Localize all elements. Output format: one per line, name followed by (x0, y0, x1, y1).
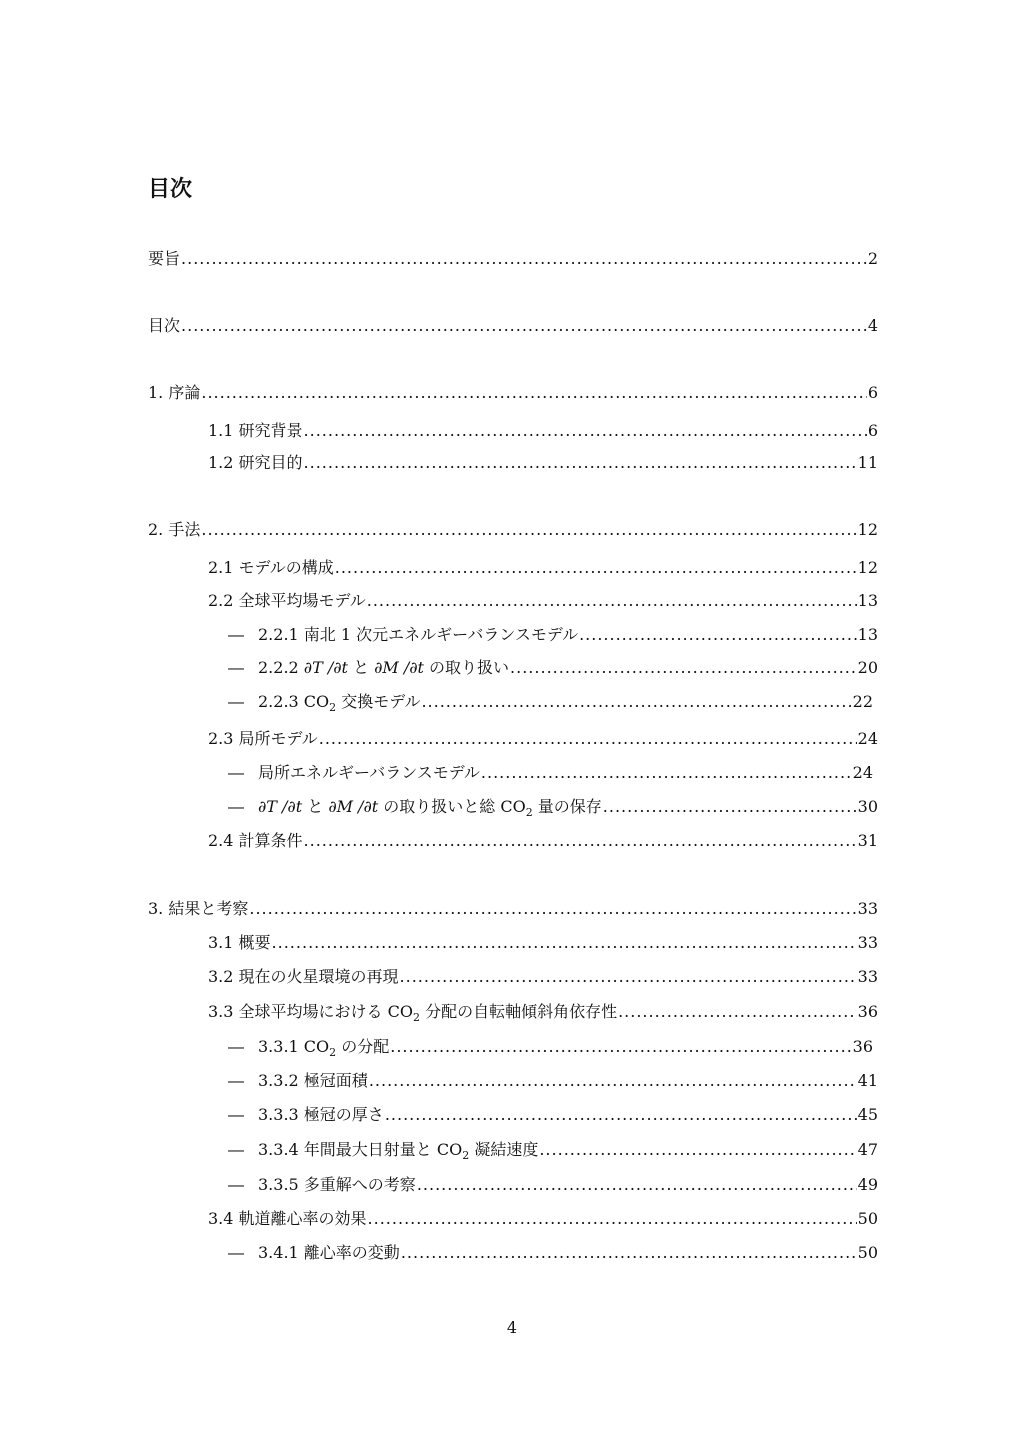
label-text: 凝結速度 (469, 1140, 539, 1159)
toc-entry-label: 1.1 研究背景 (208, 421, 303, 440)
toc-entry-page: 4 (867, 316, 878, 335)
toc-entry-contents[interactable] (148, 315, 878, 337)
toc-leader-dots (417, 1174, 857, 1196)
toc-entry-local-ebm[interactable] (228, 762, 873, 784)
toc-leader-dots (319, 728, 857, 750)
toc-leader-dots (369, 1070, 857, 1092)
toc-entry-dash: ― (228, 625, 244, 644)
toc-entry-page: 12 (857, 558, 878, 577)
toc-entry-dash: ― (228, 1071, 244, 1090)
label-text: の分配 (336, 1037, 390, 1056)
toc-entry-label: 2. 手法 (148, 520, 201, 539)
toc-entry-section-2-3[interactable] (208, 728, 878, 750)
toc-entry-summary[interactable] (148, 248, 878, 270)
toc-entry-label (258, 691, 420, 719)
toc-entry-page: 36 (852, 1037, 873, 1056)
toc-entry-page: 31 (857, 831, 878, 850)
toc-entry-page: 41 (857, 1071, 878, 1090)
toc-leader-dots (201, 519, 856, 541)
toc-entry-chapter-3[interactable] (148, 898, 878, 920)
toc-entry-page: 33 (857, 933, 878, 952)
toc-entry-subsection-2-2-1[interactable] (228, 624, 878, 646)
toc-entry-page: 49 (857, 1175, 878, 1194)
toc-entry-label (258, 1036, 389, 1064)
toc-entry-page: 33 (857, 899, 878, 918)
toc-entry-subsection-3-4-1[interactable] (228, 1242, 878, 1264)
label-text: 交換モデル (336, 692, 421, 711)
toc-leader-dots (539, 1139, 856, 1161)
subscript: 2 (329, 701, 337, 715)
label-text: 量の保存 (532, 797, 602, 816)
toc-entry-label (258, 1139, 538, 1167)
toc-leader-dots (618, 1001, 857, 1023)
toc-entry-section-3-3[interactable] (208, 1001, 878, 1029)
toc-entry-dash: ― (228, 1105, 244, 1124)
toc-entry-section-3-2[interactable] (208, 966, 878, 988)
toc-entry-subsection-3-3-1[interactable] (228, 1036, 873, 1064)
toc-entry-subsection-2-2-2[interactable] (228, 657, 878, 679)
label-text: の取り扱いと総 CO (378, 797, 526, 816)
toc-entry-page: 24 (852, 763, 873, 782)
toc-entry-dash: ― (228, 797, 244, 816)
toc-leader-dots (421, 691, 851, 713)
toc-entry-label (208, 1001, 617, 1029)
toc-entry-page: 6 (867, 383, 878, 402)
toc-entry-label: 2.2 全球平均場モデル (208, 591, 366, 610)
toc-entry-page: 6 (867, 421, 878, 440)
toc-entry-page: 13 (857, 625, 878, 644)
toc-entry-label (258, 796, 602, 824)
toc-entry-section-2-1[interactable] (208, 557, 878, 579)
label-text: 3.3.4 年間最大日射量と CO (258, 1140, 463, 1159)
toc-entry-label: 目次 (148, 316, 181, 335)
toc-leader-dots (579, 624, 857, 646)
label-text: 3.3 全球平均場における CO (208, 1002, 413, 1021)
toc-entry-subsection-3-3-2[interactable] (228, 1070, 878, 1092)
toc-entry-page: 24 (857, 729, 878, 748)
toc-entry-subsection-3-3-3[interactable] (228, 1104, 878, 1126)
toc-leader-dots (510, 657, 857, 679)
label-text: 分配の自転軸傾斜角依存性 (419, 1002, 618, 1021)
toc-entry-subsection-3-3-4[interactable] (228, 1139, 878, 1167)
toc-leader-dots (400, 966, 857, 988)
toc-entry-page: 50 (857, 1243, 878, 1262)
toc-entry-page: 47 (857, 1140, 878, 1159)
toc-entry-section-3-4[interactable] (208, 1208, 878, 1230)
toc-entry-label: 1. 序論 (148, 383, 201, 402)
label-text: 2.2.3 CO (258, 692, 330, 711)
toc-leader-dots (304, 452, 857, 474)
toc-entry-page: 33 (857, 967, 878, 986)
toc-leader-dots (401, 1242, 857, 1264)
toc-entry-page: 12 (857, 520, 878, 539)
toc-leader-dots (181, 248, 867, 270)
toc-entry-page: 2 (867, 249, 878, 268)
toc-entry-label: 3.1 概要 (208, 933, 271, 952)
toc-leader-dots (367, 590, 857, 612)
toc-entry-label: 3.3.5 多重解への考察 (258, 1175, 416, 1194)
toc-entry-label: 3.4.1 離心率の変動 (258, 1243, 400, 1262)
toc-entry-subsection-3-3-5[interactable] (228, 1174, 878, 1196)
toc-entry-dash: ― (228, 1037, 244, 1056)
toc-entry-dash: ― (228, 692, 244, 711)
toc-entry-label: 2.2.1 南北 1 次元エネルギーバランスモデル (258, 625, 579, 644)
toc-entry-page: 20 (857, 658, 878, 677)
toc-leader-dots (181, 315, 867, 337)
label-text: 2.2.2 (258, 658, 304, 677)
toc-leader-dots (335, 557, 857, 579)
subscript: 2 (329, 1046, 337, 1060)
math-dM-dt: ∂M /∂t (328, 797, 379, 816)
toc-entry-label: 要旨 (148, 249, 181, 268)
toc-entry-page: 30 (857, 797, 878, 816)
page-number: 4 (506, 1318, 518, 1337)
toc-entry-label: 3.3.3 極冠の厚さ (258, 1105, 384, 1124)
toc-entry-chapter-2[interactable] (148, 519, 878, 541)
toc-leader-dots (368, 1208, 857, 1230)
label-text: と (302, 797, 329, 816)
toc-leader-dots (304, 420, 867, 442)
label-text: の取り扱い (423, 658, 510, 677)
toc-leader-dots (272, 932, 857, 954)
toc-entry-dash: ― (228, 763, 244, 782)
toc-leader-dots (304, 830, 857, 852)
toc-entry-page: 50 (857, 1209, 878, 1228)
subscript: 2 (525, 806, 533, 820)
toc-entry-label: 3.2 現在の火星環境の再現 (208, 967, 399, 986)
toc-entry-label: 2.4 計算条件 (208, 831, 303, 850)
toc-leader-dots (481, 762, 852, 784)
toc-entry-page: 13 (857, 591, 878, 610)
toc-entry-page: 11 (857, 453, 878, 472)
toc-entry-label: 3. 結果と考察 (148, 899, 249, 918)
toc-entry-dash: ― (228, 658, 244, 677)
toc-entry-section-1-2[interactable] (208, 452, 878, 474)
toc-leader-dots (201, 382, 866, 404)
label-text: と (347, 658, 375, 677)
toc-entry-label (258, 657, 509, 679)
toc-entry-chapter-1[interactable] (148, 382, 878, 404)
toc-entry-dash: ― (228, 1140, 244, 1159)
toc-entry-dash: ― (228, 1175, 244, 1194)
toc-entry-label: 2.1 モデルの構成 (208, 558, 334, 577)
toc-entry-label: 局所エネルギーバランスモデル (258, 763, 480, 782)
toc-entry-section-2-4[interactable] (208, 830, 878, 852)
subscript: 2 (462, 1149, 470, 1163)
toc-entry-label: 3.3.2 極冠面積 (258, 1071, 368, 1090)
toc-entry-label: 3.4 軌道離心率の効果 (208, 1209, 367, 1228)
toc-entry-label: 2.3 局所モデル (208, 729, 318, 748)
page-title: 目次 (148, 177, 193, 202)
toc-leader-dots (249, 898, 856, 920)
math-dT-dt: ∂T /∂t (258, 797, 303, 816)
toc-entry-section-3-1[interactable] (208, 932, 878, 954)
toc-leader-dots (385, 1104, 857, 1126)
toc-leader-dots (390, 1036, 851, 1058)
toc-leader-dots (603, 796, 857, 818)
math-dM-dt: ∂M /∂t (374, 658, 424, 677)
math-dT-dt: ∂T /∂t (303, 658, 348, 677)
toc-entry-local-treatment[interactable] (228, 796, 878, 824)
toc-entry-page: 22 (852, 692, 873, 711)
toc-entry-page: 45 (857, 1105, 878, 1124)
toc-entry-section-2-2[interactable] (208, 590, 878, 612)
toc-entry-dash: ― (228, 1243, 244, 1262)
subscript: 2 (412, 1011, 420, 1025)
toc-entry-page: 36 (857, 1002, 878, 1021)
toc-entry-section-1-1[interactable] (208, 420, 878, 442)
toc-entry-subsection-2-2-3[interactable] (228, 691, 873, 719)
label-text: 3.3.1 CO (258, 1037, 330, 1056)
toc-entry-label: 1.2 研究目的 (208, 453, 303, 472)
